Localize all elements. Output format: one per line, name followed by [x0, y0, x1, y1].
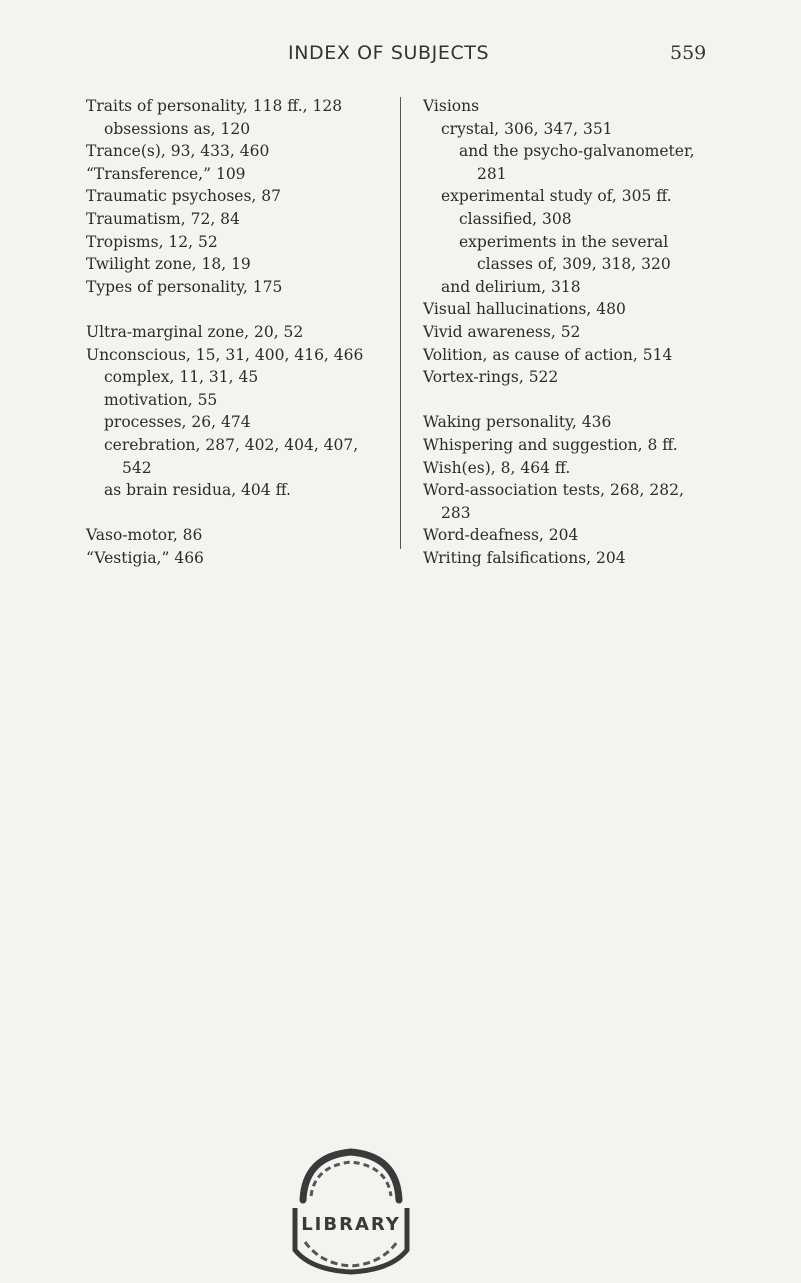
index-entry: Traits of personality, 118 ff., 128 — [86, 97, 343, 115]
index-continuation: 542 — [122, 458, 152, 477]
index-subentry: complex, 11, 31, 45 — [104, 368, 259, 387]
index-entry: Unconscious, 15, 31, 400, 416, 466 — [86, 345, 364, 364]
index-entry: “Vestigia,” 466 — [86, 548, 204, 567]
index-entry: Waking personality, 436 — [423, 413, 612, 432]
index-subentry: motivation, 55 — [104, 390, 218, 409]
index-continuation: 281 — [477, 164, 507, 183]
index-subentry: experimental study of, 305 ff. — [441, 187, 672, 206]
index-subentry: classified, 308 — [459, 209, 572, 228]
index-entry: Writing falsifications, 204 — [423, 548, 626, 567]
index-entry: Twilight zone, 18, 19 — [86, 255, 251, 274]
index-entry: Word-association tests, 268, 282, — [423, 481, 684, 500]
index-entry: Vaso-motor, 86 — [86, 526, 203, 545]
index-entry: Trance(s), 93, 433, 460 — [86, 142, 270, 161]
index-entry: Ultra-marginal zone, 20, 52 — [86, 322, 304, 341]
library-stamp-icon — [281, 1138, 421, 1278]
page-header — [0, 42, 801, 72]
index-subentry: and the psycho-galvanometer, — [459, 142, 695, 161]
index-entry: Whispering and suggestion, 8 ff. — [423, 435, 678, 454]
section-gap — [423, 389, 723, 412]
index-entry: Tropisms, 12, 52 — [86, 232, 218, 251]
index-continuation: 283 — [441, 503, 471, 522]
index-column-left — [86, 95, 386, 569]
section-gap — [86, 502, 386, 525]
index-entry: Vortex-rings, 522 — [423, 368, 559, 387]
page-number: 559 — [670, 42, 707, 64]
library-stamp — [281, 1138, 421, 1278]
index-entry: Wish(es), 8, 464 ff. — [423, 458, 571, 477]
column-divider — [400, 97, 401, 549]
index-entry: Traumatism, 72, 84 — [86, 209, 240, 228]
index-subentry: processes, 26, 474 — [104, 413, 251, 432]
index-entry: Types of personality, 175 — [86, 277, 283, 296]
index-subentry: and delirium, 318 — [441, 277, 581, 296]
index-subentry: experiments in the several — [459, 232, 669, 251]
index-entry: “Transference,” 109 — [86, 164, 246, 183]
index-entry: Traumatic psychoses, 87 — [86, 187, 281, 206]
index-entry: Volition, as cause of action, 514 — [423, 345, 673, 364]
index-entry: Word-deafness, 204 — [423, 526, 579, 545]
index-continuation: classes of, 309, 318, 320 — [477, 255, 671, 274]
index-entry: Visual hallucinations, 480 — [423, 300, 626, 319]
page-title: INDEX OF SUBJECTS — [288, 42, 490, 64]
index-subentry: crystal, 306, 347, 351 — [441, 119, 613, 138]
index-entry: Vivid awareness, 52 — [423, 322, 581, 341]
index-column-right — [423, 95, 723, 569]
section-gap — [86, 298, 386, 321]
index-entry: Visions — [423, 97, 480, 115]
index-subentry: as brain residua, 404 ff. — [104, 481, 291, 500]
index-subentry: cerebration, 287, 402, 404, 407, — [104, 435, 359, 454]
stamp-text: LIBRARY — [301, 1214, 401, 1235]
index-subentry: obsessions as, 120 — [104, 119, 251, 138]
